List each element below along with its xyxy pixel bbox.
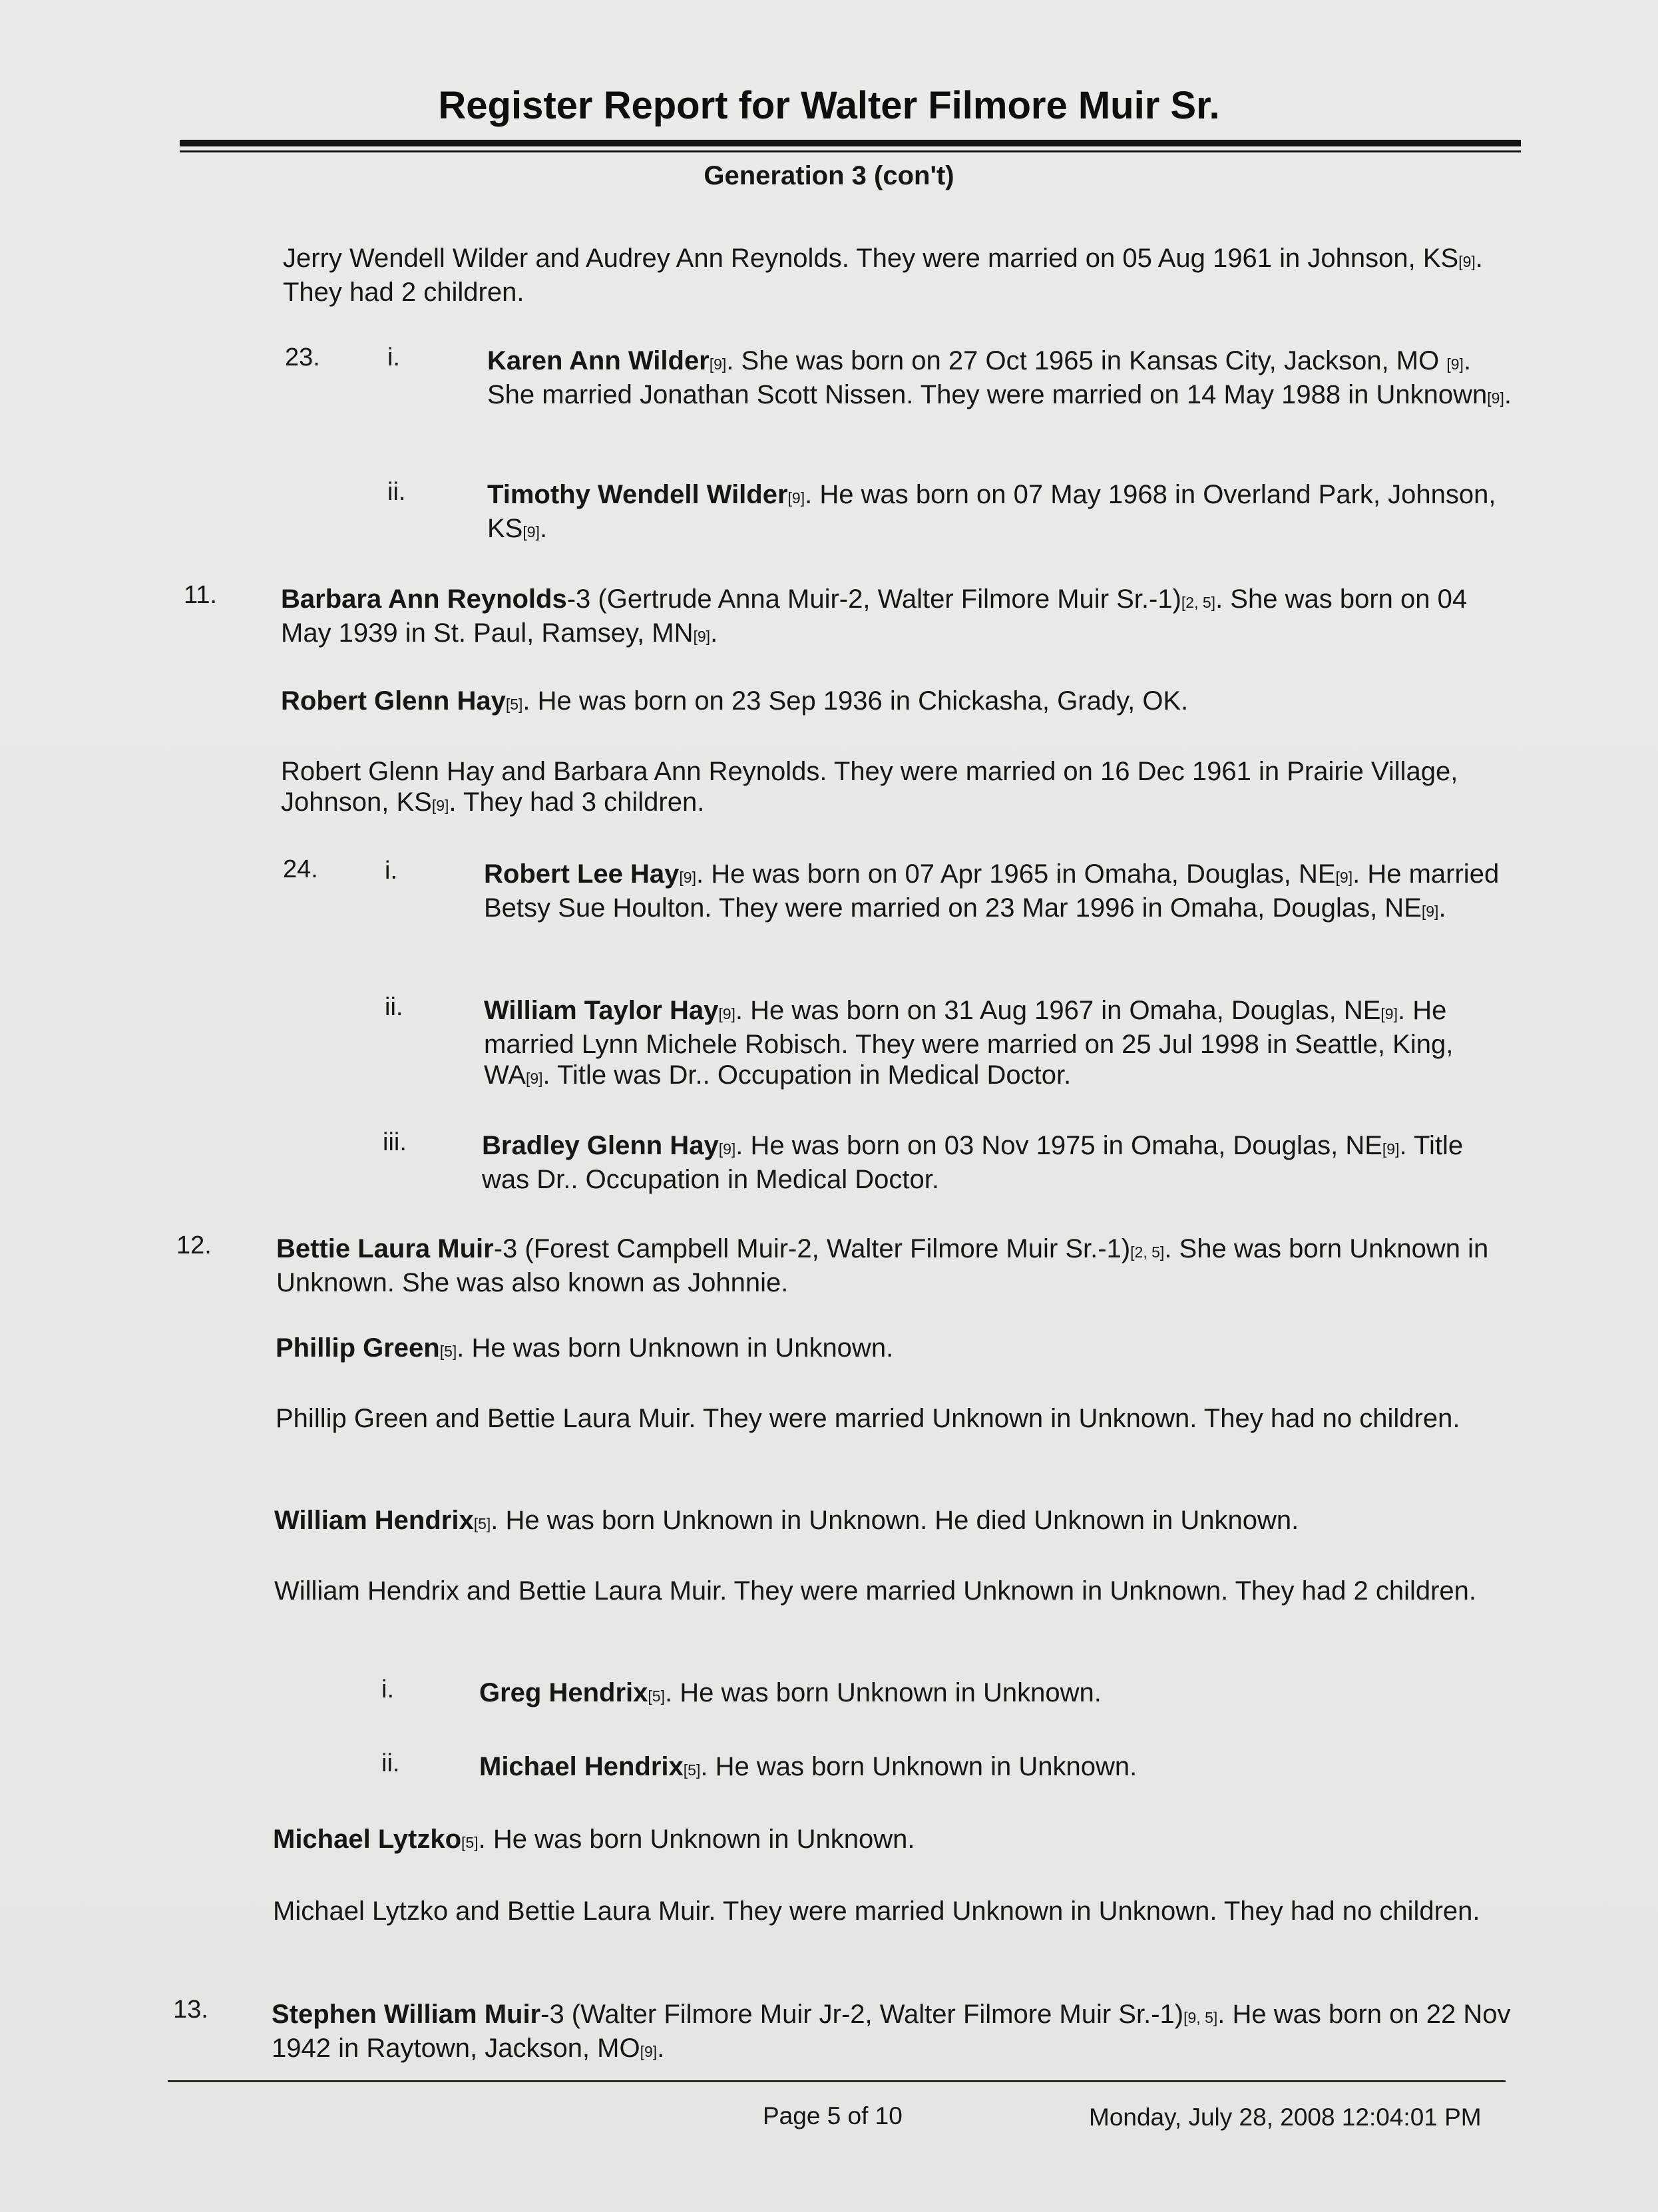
- register-number: 13.: [173, 1996, 208, 2024]
- register-number: 11.: [184, 581, 218, 609]
- child-entry: Bradley Glenn Hay[9]. He was born on 03 Nov 1975 in Omaha, Douglas, NE[9]. Title was Dr.. Occupation in Medical Doctor.: [482, 1131, 1464, 1194]
- child-entry: Karen Ann Wilder[9]. She was born on 27 Oct 1965 in Kansas City, Jackson, MO [9]. She married Jonathan Scott Nissen. They were married on 14 May 1988 in Unknown[9].: [487, 346, 1512, 409]
- child-entry: Greg Hendrix[5]. He was born Unknown in Unknown.: [479, 1678, 1102, 1707]
- child-entry: Timothy Wendell Wilder[9]. He was born on 07 May 1968 in Overland Park, Johnson, KS[9].: [487, 480, 1496, 543]
- report-date: Monday, July 28, 2008 12:04:01 PM: [1089, 2103, 1482, 2131]
- register-number: 23.: [285, 343, 320, 371]
- marriage-paragraph: William Hendrix and Bettie Laura Muir. They were married Unknown in Unknown. They had 2 children.: [274, 1576, 1477, 1606]
- child-numeral: ii.: [385, 993, 403, 1021]
- child-numeral: i.: [387, 343, 400, 371]
- title-rule-thick: [180, 140, 1521, 146]
- report-title: Register Report for Walter Filmore Muir Sr.: [438, 84, 1220, 127]
- child-entry: Robert Lee Hay[9]. He was born on 07 Apr 1965 in Omaha, Douglas, NE[9]. He married Betsy Sue Houlton. They were married on 23 Mar 1996 in Omaha, Douglas, NE[9].: [484, 859, 1500, 923]
- title-rule-thin: [180, 150, 1521, 152]
- marriage-paragraph: Robert Glenn Hay and Barbara Ann Reynolds. They were married on 16 Dec 1961 in Prairie Village, Johnson, KS[9]. They had 3 children.: [281, 757, 1458, 817]
- register-number: 24.: [283, 855, 318, 883]
- child-entry: Michael Hendrix[5]. He was born Unknown in Unknown.: [479, 1752, 1138, 1781]
- child-numeral: ii.: [381, 1749, 400, 1777]
- child-numeral: ii.: [387, 478, 406, 506]
- spouse-entry: Michael Lytzko[5]. He was born Unknown in Unknown.: [273, 1825, 915, 1854]
- child-entry: William Taylor Hay[9]. He was born on 31 Aug 1967 in Omaha, Douglas, NE[9]. He married Lynn Michele Robisch. They were married on 25 Jul 1998 in Seattle, King, WA[9]. Title was Dr.. Occupation in Medical Doctor.: [484, 996, 1454, 1090]
- spouse-entry: William Hendrix[5]. He was born Unknown in Unknown. He died Unknown in Unknown.: [274, 1506, 1299, 1535]
- child-numeral: i.: [381, 1675, 394, 1703]
- generation-heading: Generation 3 (con't): [704, 161, 954, 190]
- register-number: 12.: [176, 1231, 212, 1259]
- person-entry: Barbara Ann Reynolds-3 (Gertrude Anna Muir-2, Walter Filmore Muir Sr.-1)[2, 5]. She was born on 04 May 1939 in St. Paul, Ramsey, MN[9].: [281, 584, 1468, 648]
- footer-rule: [168, 2080, 1506, 2082]
- marriage-paragraph: Jerry Wendell Wilder and Audrey Ann Reynolds. They were married on 05 Aug 1961 in Johnson, KS[9]. They had 2 children.: [283, 244, 1483, 307]
- marriage-paragraph: Michael Lytzko and Bettie Laura Muir. They were married Unknown in Unknown. They had no children.: [273, 1896, 1480, 1926]
- person-entry: Stephen William Muir-3 (Walter Filmore Muir Jr-2, Walter Filmore Muir Sr.-1)[9, 5]. He was born on 22 Nov 1942 in Raytown, Jackson, MO[9].: [272, 2000, 1511, 2063]
- person-entry: Bettie Laura Muir-3 (Forest Campbell Muir-2, Walter Filmore Muir Sr.-1)[2, 5]. She was born Unknown in Unknown. She was also known as Johnnie.: [276, 1234, 1489, 1297]
- spouse-entry: Phillip Green[5]. He was born Unknown in Unknown.: [276, 1333, 894, 1363]
- child-numeral: iii.: [383, 1128, 407, 1156]
- marriage-paragraph: Phillip Green and Bettie Laura Muir. They were married Unknown in Unknown. They had no children.: [276, 1404, 1460, 1433]
- page-number: Page 5 of 10: [763, 2102, 903, 2129]
- child-numeral: i.: [385, 857, 397, 885]
- spouse-entry: Robert Glenn Hay[5]. He was born on 23 Sep 1936 in Chickasha, Grady, OK.: [281, 686, 1189, 716]
